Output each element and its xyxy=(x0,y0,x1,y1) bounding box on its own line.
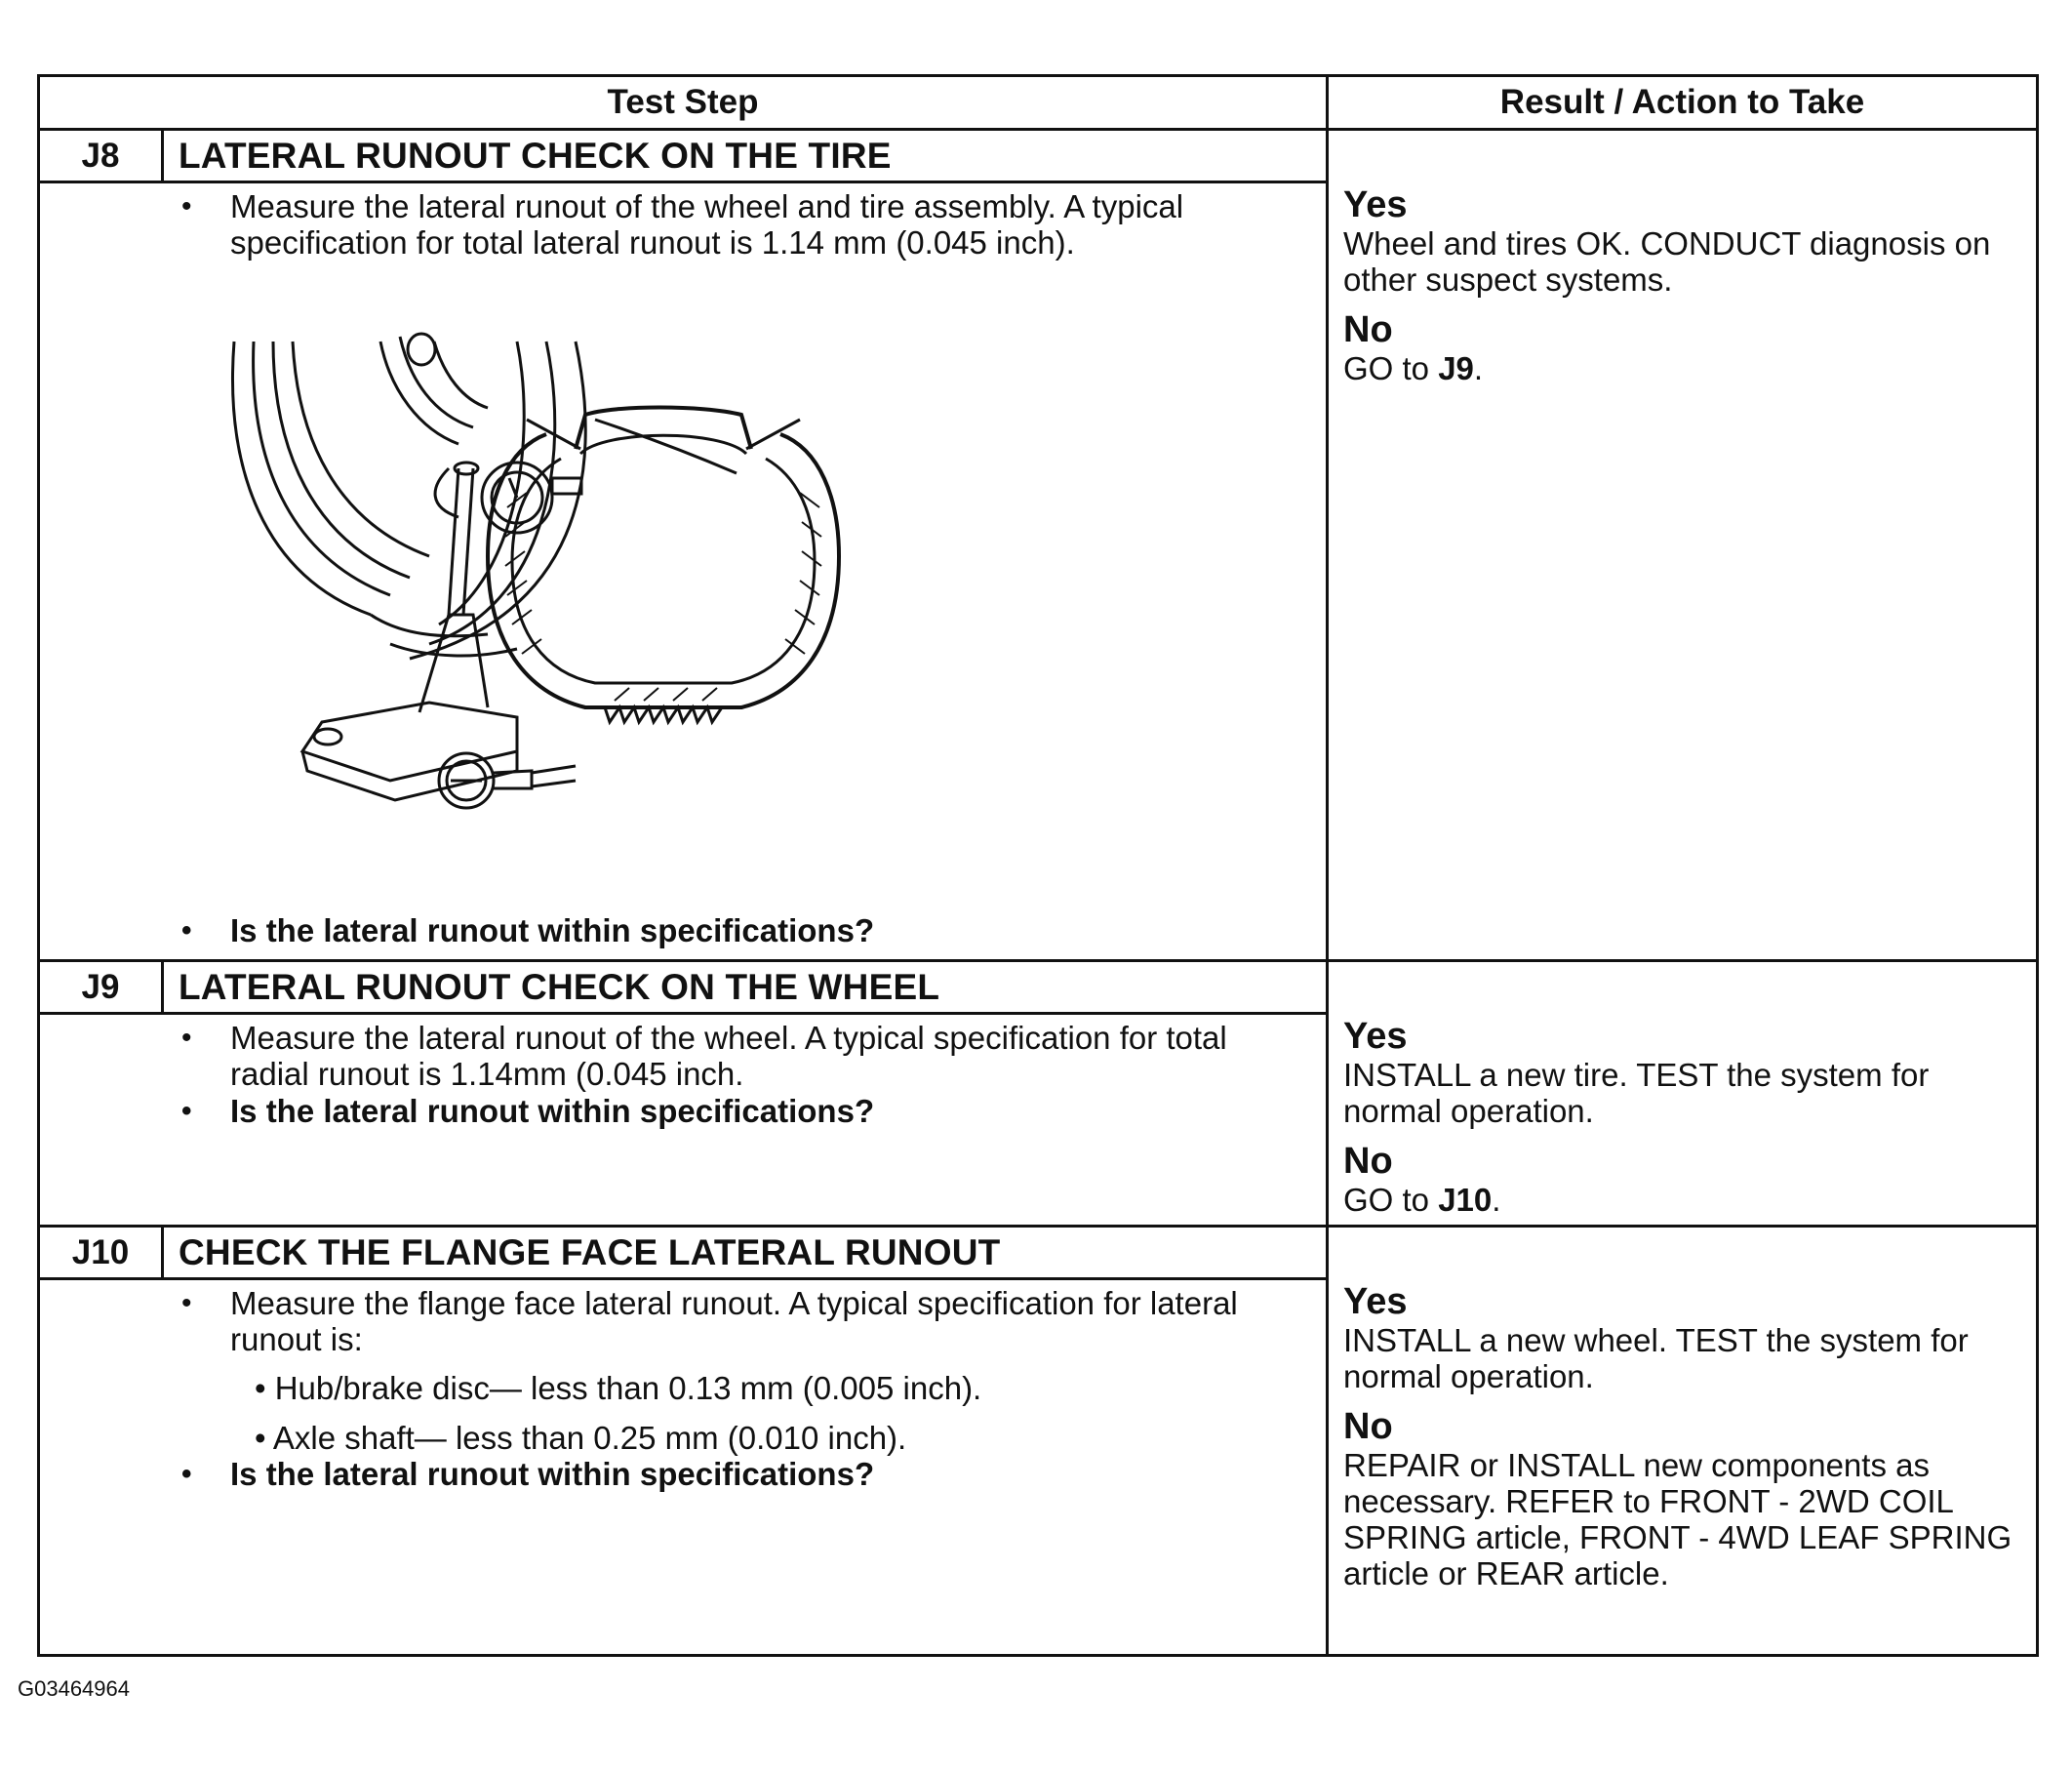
yes-label: Yes xyxy=(1343,184,1408,225)
bullet-icon: • xyxy=(181,1022,192,1054)
step-instruction-j8: • Measure the lateral runout of the wheel and tire assembly. A typical specification for total lateral runout is 1.14 mm (0.045 inch). xyxy=(181,188,1184,261)
no-action-text: GO to J10. xyxy=(1343,1182,1501,1218)
step-title-j9: LATERAL RUNOUT CHECK ON THE WHEEL xyxy=(179,967,940,1007)
step-title-j8: LATERAL RUNOUT CHECK ON THE TIRE xyxy=(179,136,892,176)
sub-item-hub-brake-disc: • Hub/brake disc— less than 0.13 mm (0.005 inch). xyxy=(255,1370,982,1406)
yes-action-text: INSTALL a new tire. TEST the system for normal operation. xyxy=(1343,1057,1930,1129)
step-id-separator xyxy=(161,962,164,1013)
no-action-text: REPAIR or INSTALL new components as necessary. REFER to FRONT - 2WD COIL SPRING article, FRONT - 4WD LEAF SPRING article or REAR article. xyxy=(1343,1447,2012,1591)
runout-measurement-illustration xyxy=(195,322,936,868)
bullet-icon: • xyxy=(181,1095,192,1127)
header-result-action: Result / Action to Take xyxy=(1499,83,1865,121)
step-title-divider xyxy=(40,1277,1326,1280)
no-label: No xyxy=(1343,1406,1393,1447)
step-id-separator xyxy=(161,1228,164,1278)
no-action-text: GO to J9. xyxy=(1343,350,1484,386)
yes-action-text: Wheel and tires OK. CONDUCT diagnosis on other suspect systems. xyxy=(1343,225,1991,298)
result-j8 xyxy=(1343,184,2026,398)
result-j10 xyxy=(1343,1281,2026,1603)
step-id-j10: J10 xyxy=(71,1233,130,1271)
yes-label: Yes xyxy=(1343,1281,1408,1322)
bullet-icon: • xyxy=(181,190,192,222)
step-id-j8: J8 xyxy=(81,137,120,175)
step-question-j8: • Is the lateral runout within specifications? xyxy=(181,912,875,948)
yes-label: Yes xyxy=(1343,1016,1408,1057)
bullet-icon: • xyxy=(181,914,192,946)
step-id-j9: J9 xyxy=(81,968,120,1006)
no-label: No xyxy=(1343,309,1393,350)
step-divider xyxy=(40,959,2036,962)
bullet-icon: • xyxy=(181,1287,192,1319)
step-id-separator xyxy=(161,131,164,181)
no-label: No xyxy=(1343,1141,1393,1182)
figure-code: G03464964 xyxy=(18,1676,130,1701)
column-divider xyxy=(1326,77,1329,1654)
header-test-step: Test Step xyxy=(607,83,759,121)
yes-action-text: INSTALL a new wheel. TEST the system for normal operation. xyxy=(1343,1322,1969,1394)
step-title-divider xyxy=(40,181,1326,183)
sub-item-axle-shaft: • Axle shaft— less than 0.25 mm (0.010 inch). xyxy=(255,1420,907,1456)
bullet-icon: • xyxy=(181,1458,192,1490)
step-question-j9: • Is the lateral runout within specifications? xyxy=(181,1093,875,1129)
header-divider xyxy=(40,128,2036,131)
step-instruction-j9: • Measure the lateral runout of the wheel. A typical specification for total radial runout is 1.14mm (0.045 inch. xyxy=(181,1020,1227,1092)
lug-nut-shape xyxy=(408,334,435,365)
step-divider xyxy=(40,1225,2036,1228)
magnetic-base-shape xyxy=(302,703,517,781)
step-title-divider xyxy=(40,1012,1326,1015)
step-question-j10: • Is the lateral runout within specifications? xyxy=(181,1456,875,1492)
step-title-j10: CHECK THE FLANGE FACE LATERAL RUNOUT xyxy=(179,1232,1001,1272)
step-instruction-j10: • Measure the flange face lateral runout. A typical specification for lateral runout is: xyxy=(181,1285,1238,1357)
result-j9 xyxy=(1343,1016,2026,1229)
